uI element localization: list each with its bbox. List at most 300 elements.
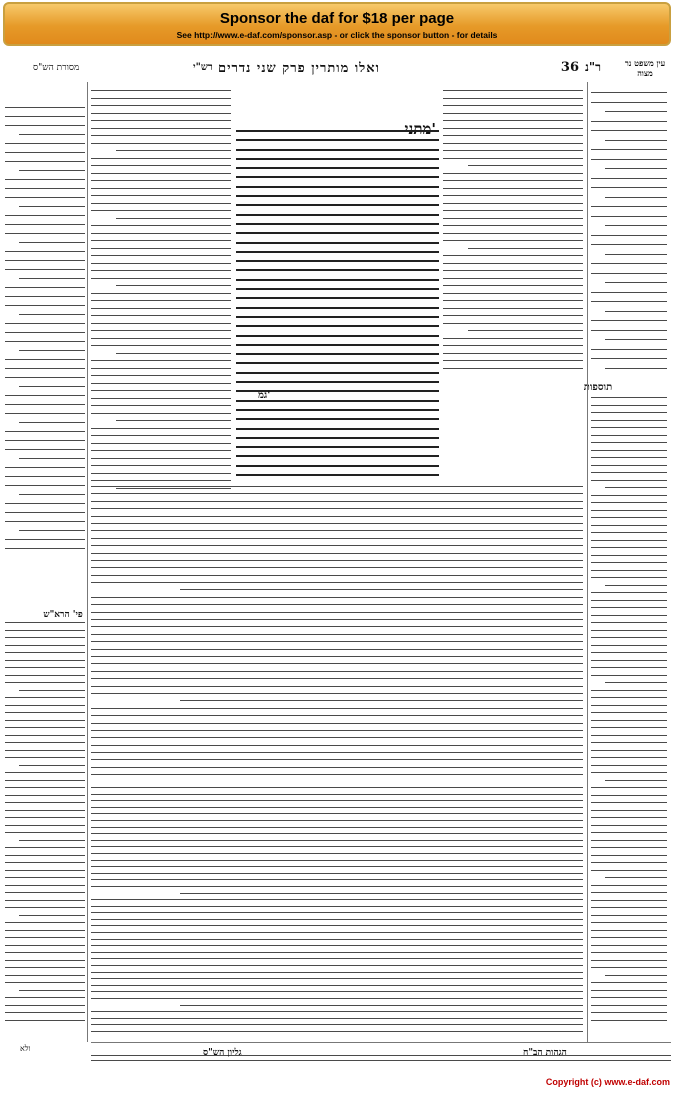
text-line <box>443 180 583 181</box>
text-line <box>236 195 439 197</box>
text-line <box>605 168 667 169</box>
text-line <box>591 301 667 302</box>
text-line <box>5 855 85 856</box>
text-line <box>91 553 583 554</box>
text-line <box>91 807 583 808</box>
text-line <box>91 480 231 481</box>
text-line <box>180 589 583 590</box>
text-line <box>236 176 439 178</box>
text-line <box>5 735 85 736</box>
text-line <box>591 607 667 608</box>
column-divider <box>87 82 88 1042</box>
text-line <box>591 405 667 406</box>
text-line <box>591 216 667 217</box>
text-line <box>116 150 231 151</box>
tosafot-text-upper <box>443 90 583 372</box>
text-line <box>591 825 667 826</box>
text-line <box>591 945 667 946</box>
text-line <box>236 474 439 476</box>
text-line <box>591 420 667 421</box>
rosh-column <box>5 622 85 1032</box>
text-line <box>443 270 583 271</box>
text-line <box>591 840 667 841</box>
text-line <box>443 135 583 136</box>
ein-mishpat-notes <box>591 92 667 377</box>
text-line <box>91 545 583 546</box>
text-line <box>5 503 85 504</box>
mishnah-text <box>236 130 439 483</box>
text-line <box>91 105 231 106</box>
text-line <box>91 538 583 539</box>
text-line <box>591 667 667 668</box>
text-line <box>5 682 85 683</box>
text-line <box>91 840 583 841</box>
text-line <box>591 630 667 631</box>
text-line <box>591 244 667 245</box>
text-line <box>91 413 231 414</box>
text-line <box>91 375 231 376</box>
text-line <box>91 634 583 635</box>
text-line <box>91 965 583 966</box>
text-line <box>605 780 667 781</box>
text-line <box>19 690 85 691</box>
text-line <box>5 847 85 848</box>
text-line <box>91 619 583 620</box>
text-line <box>91 567 583 568</box>
text-line <box>5 705 85 706</box>
text-line <box>5 233 85 234</box>
text-line <box>91 945 583 946</box>
text-line <box>443 278 583 279</box>
text-line <box>591 540 667 541</box>
text-line <box>91 906 583 907</box>
text-line <box>5 720 85 721</box>
text-line <box>468 248 583 249</box>
text-line <box>443 353 583 354</box>
text-line <box>5 125 85 126</box>
text-line <box>91 360 231 361</box>
text-line <box>5 341 85 342</box>
text-line <box>91 787 583 788</box>
text-line <box>5 413 85 414</box>
text-line <box>19 242 85 243</box>
text-line <box>591 592 667 593</box>
text-line <box>91 958 583 959</box>
text-line <box>443 323 583 324</box>
text-line <box>5 877 85 878</box>
daf-title: ואלו מותרין פרק שני נדרים <box>218 61 380 76</box>
sponsor-title[interactable]: Sponsor the daf for $18 per page <box>219 10 455 27</box>
text-line <box>91 715 583 716</box>
text-line <box>5 485 85 486</box>
text-line <box>605 140 667 141</box>
text-line <box>443 240 583 241</box>
text-line <box>91 998 583 999</box>
text-line <box>5 1005 85 1006</box>
text-line <box>91 473 231 474</box>
text-line <box>5 937 85 938</box>
text-line <box>591 810 667 811</box>
text-line <box>591 705 667 706</box>
text-line <box>443 203 583 204</box>
text-line <box>5 368 85 369</box>
text-line <box>591 547 667 548</box>
text-line <box>91 978 583 979</box>
text-line <box>443 113 583 114</box>
text-line <box>591 1005 667 1006</box>
text-line <box>236 335 439 337</box>
text-line <box>591 735 667 736</box>
text-line <box>91 671 583 672</box>
text-line <box>591 149 667 150</box>
text-line <box>91 233 231 234</box>
text-line <box>116 218 231 219</box>
text-line <box>591 637 667 638</box>
text-line <box>443 143 583 144</box>
text-line <box>91 582 583 583</box>
text-line <box>591 130 667 131</box>
text-line <box>591 292 667 293</box>
text-line <box>443 105 583 106</box>
text-line <box>605 339 667 340</box>
text-line <box>5 885 85 886</box>
text-line <box>5 161 85 162</box>
text-line <box>591 435 667 436</box>
text-line <box>605 311 667 312</box>
text-line <box>91 604 583 605</box>
text-line <box>91 612 583 613</box>
text-line <box>19 494 85 495</box>
text-line <box>19 278 85 279</box>
text-line <box>605 111 667 112</box>
text-line <box>91 820 583 821</box>
text-line <box>591 900 667 901</box>
text-line <box>5 795 85 796</box>
text-line <box>91 240 231 241</box>
text-line <box>91 925 583 926</box>
text-line <box>5 539 85 540</box>
text-line <box>91 458 231 459</box>
text-line <box>5 930 85 931</box>
text-line <box>443 188 583 189</box>
text-line <box>605 282 667 283</box>
text-line <box>443 98 583 99</box>
text-line <box>180 1005 583 1006</box>
text-line <box>91 759 583 760</box>
text-line <box>591 412 667 413</box>
text-line <box>591 862 667 863</box>
text-line <box>91 1055 671 1056</box>
text-line <box>591 615 667 616</box>
text-line <box>91 708 583 709</box>
text-line <box>5 997 85 998</box>
text-line <box>5 952 85 953</box>
text-line <box>5 467 85 468</box>
text-line <box>591 990 667 991</box>
text-line <box>91 405 231 406</box>
text-line <box>5 750 85 751</box>
text-line <box>5 395 85 396</box>
text-line <box>591 178 667 179</box>
text-line <box>91 493 583 494</box>
text-line <box>91 912 583 913</box>
text-line <box>91 308 231 309</box>
hagahot-heading: הגהות הב"ח <box>523 1048 567 1058</box>
text-line <box>236 232 439 234</box>
text-line <box>236 260 439 262</box>
text-line <box>91 338 231 339</box>
text-line <box>443 263 583 264</box>
text-line <box>5 675 85 676</box>
text-line <box>591 427 667 428</box>
text-line <box>91 195 231 196</box>
text-line <box>91 991 583 992</box>
text-line <box>443 293 583 294</box>
catchword: ולא <box>20 1044 31 1053</box>
text-line <box>591 855 667 856</box>
text-line <box>91 523 583 524</box>
bottom-commentary-text <box>91 787 583 1038</box>
text-line <box>5 892 85 893</box>
text-line <box>591 675 667 676</box>
text-line <box>5 323 85 324</box>
text-line <box>5 727 85 728</box>
text-line <box>591 660 667 661</box>
text-line <box>591 397 667 398</box>
text-line <box>91 225 231 226</box>
text-line <box>443 308 583 309</box>
text-line <box>591 570 667 571</box>
text-line <box>5 780 85 781</box>
text-line <box>591 102 667 103</box>
text-line <box>236 437 439 439</box>
text-line <box>443 315 583 316</box>
text-line <box>591 952 667 953</box>
text-line <box>236 139 439 141</box>
text-line <box>5 870 85 871</box>
text-line <box>5 107 85 108</box>
text-line <box>5 810 85 811</box>
text-line <box>91 745 583 746</box>
text-line <box>19 840 85 841</box>
text-line <box>591 765 667 766</box>
text-line <box>5 305 85 306</box>
text-line <box>236 307 439 309</box>
mesoret-label: מסורת הש"ס <box>33 63 80 73</box>
text-line <box>591 562 667 563</box>
text-line <box>91 678 583 679</box>
text-line <box>19 350 85 351</box>
text-line <box>236 130 439 132</box>
text-line <box>19 134 85 135</box>
text-line <box>236 372 439 374</box>
text-line <box>91 203 231 204</box>
talmud-page <box>3 52 671 1067</box>
text-line <box>91 886 583 887</box>
text-line <box>5 945 85 946</box>
text-line <box>591 472 667 473</box>
text-line <box>180 893 583 894</box>
text-line <box>591 92 667 93</box>
text-line <box>591 832 667 833</box>
text-line <box>591 795 667 796</box>
text-line <box>236 288 439 290</box>
copyright-notice: Copyright (c) www.e-daf.com <box>545 1077 670 1087</box>
commentary-wide-text <box>91 486 583 782</box>
text-line <box>591 742 667 743</box>
text-line <box>443 300 583 301</box>
text-line <box>591 915 667 916</box>
text-line <box>5 832 85 833</box>
text-line <box>91 486 583 487</box>
text-line <box>5 512 85 513</box>
text-line <box>591 772 667 773</box>
text-line <box>91 860 583 861</box>
text-line <box>5 667 85 668</box>
main-text-block <box>236 120 439 475</box>
ein-mishpat-label: עין משפט נר מצוה <box>624 58 666 78</box>
text-line <box>236 316 439 318</box>
text-line <box>91 597 583 598</box>
text-line <box>91 833 583 834</box>
text-line <box>91 1060 671 1061</box>
text-line <box>91 560 583 561</box>
text-line <box>591 465 667 466</box>
text-line <box>91 165 231 166</box>
text-line <box>443 360 583 361</box>
footnotes-block <box>91 1052 671 1066</box>
text-line <box>19 386 85 387</box>
text-line <box>5 660 85 661</box>
text-line <box>5 431 85 432</box>
column-divider <box>587 82 588 1042</box>
text-line <box>91 135 231 136</box>
text-line <box>605 682 667 683</box>
text-line <box>91 390 231 391</box>
text-line <box>5 712 85 713</box>
text-line <box>19 170 85 171</box>
text-line <box>91 465 231 466</box>
text-line <box>591 847 667 848</box>
text-line <box>591 187 667 188</box>
text-line <box>5 817 85 818</box>
text-line <box>591 600 667 601</box>
text-line <box>5 742 85 743</box>
text-line <box>19 765 85 766</box>
text-line <box>5 967 85 968</box>
text-line <box>116 420 231 421</box>
text-line <box>236 446 439 448</box>
text-line <box>91 686 583 687</box>
text-line <box>605 225 667 226</box>
text-line <box>591 121 667 122</box>
text-line <box>443 218 583 219</box>
text-line <box>605 975 667 976</box>
footnotes-text <box>91 1055 671 1065</box>
text-line <box>5 296 85 297</box>
text-line <box>591 577 667 578</box>
text-line <box>591 817 667 818</box>
text-line <box>591 622 667 623</box>
sponsor-banner[interactable] <box>3 2 671 46</box>
text-line <box>91 752 583 753</box>
sponsor-subtitle: See http://www.e-daf.com/sponsor.asp - or click the sponsor button - for details <box>176 30 498 40</box>
text-line <box>91 443 231 444</box>
text-line <box>236 186 439 188</box>
text-line <box>5 179 85 180</box>
text-line <box>236 297 439 299</box>
text-line <box>591 727 667 728</box>
text-line <box>5 697 85 698</box>
text-line <box>591 907 667 908</box>
text-line <box>91 255 231 256</box>
text-line <box>591 320 667 321</box>
text-line <box>591 330 667 331</box>
text-line <box>591 510 667 511</box>
text-line <box>443 90 583 91</box>
text-line <box>91 315 231 316</box>
text-line <box>5 449 85 450</box>
text-line <box>91 972 583 973</box>
text-line <box>591 982 667 983</box>
text-line <box>91 435 231 436</box>
rashi-label: רש"י <box>193 62 213 73</box>
tosafot-column-lower <box>591 397 667 1027</box>
text-line <box>591 1012 667 1013</box>
text-line <box>605 368 667 369</box>
text-line <box>468 165 583 166</box>
gilyon-heading: גליון הש"ס <box>203 1048 242 1058</box>
text-line <box>591 870 667 871</box>
mesoret-notes <box>5 107 85 557</box>
text-line <box>91 656 583 657</box>
rosh-heading: פי' הרא"ש <box>43 610 83 620</box>
text-line <box>591 922 667 923</box>
text-line <box>236 223 439 225</box>
text-line <box>591 442 667 443</box>
text-line <box>591 349 667 350</box>
gemara-label: גמ' <box>258 390 271 401</box>
text-line <box>443 285 583 286</box>
text-line <box>591 787 667 788</box>
text-line <box>236 242 439 244</box>
text-line <box>443 120 583 121</box>
text-line <box>91 730 583 731</box>
text-line <box>591 457 667 458</box>
text-line <box>468 330 583 331</box>
text-line <box>236 428 439 430</box>
text-line <box>236 465 439 467</box>
text-line <box>91 846 583 847</box>
text-line <box>605 254 667 255</box>
text-line <box>5 900 85 901</box>
text-line <box>91 158 231 159</box>
commentary-wide-block <box>91 482 583 782</box>
text-line <box>591 960 667 961</box>
text-line <box>91 641 583 642</box>
text-line <box>5 1020 85 1021</box>
text-line <box>591 525 667 526</box>
text-line <box>91 866 583 867</box>
text-line <box>5 1012 85 1013</box>
text-line <box>19 314 85 315</box>
text-line <box>591 532 667 533</box>
text-line <box>5 377 85 378</box>
text-line <box>591 555 667 556</box>
text-line <box>116 285 231 286</box>
text-line <box>236 409 439 411</box>
text-line <box>91 98 231 99</box>
